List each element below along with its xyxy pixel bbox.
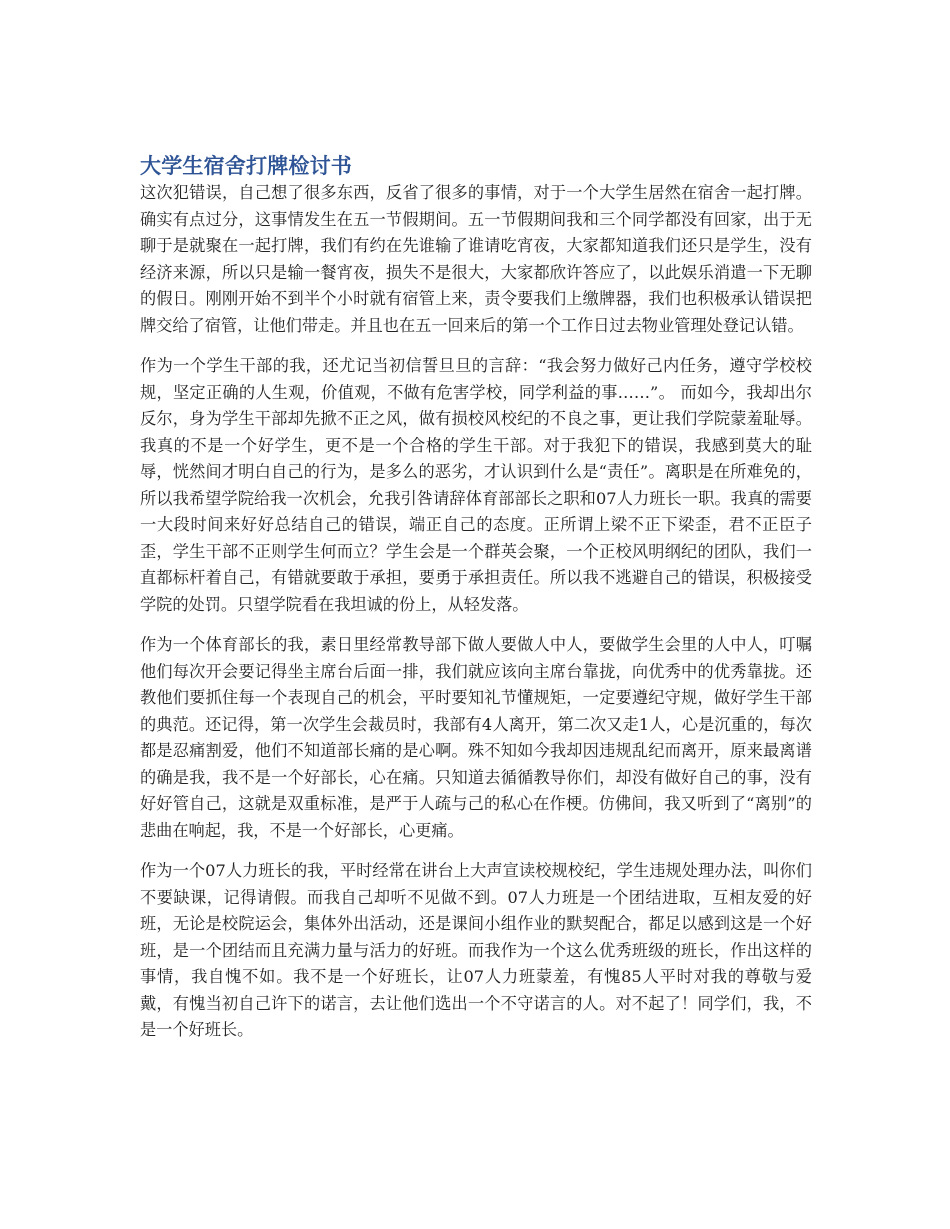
document-body (140, 152, 812, 1058)
paragraph-3: 作为一个体育部长的我，素日里经常教导部下做人要做人中人，要做学生会里的人中人，叮嘱他们每次开会要记得坐主席台后面一排，我们就应该向主席台靠拢，向优秀中的优秀靠拢。还教他们要抓住每一个表现自己的机会，平时要知礼节懂规矩，一定要遵纪守规，做好学生干部的典范。还记得，第一次学生会裁员时，我部有4人离开，第二次又走1人，心是沉重的，每次都是忍痛割爱，他们不知道部长痛的是心啊。殊不知如今我却因违规乱纪而离开，原来最离谱的确是我，我不是一个好部长，心在痛。只知道去循循教导你们，却没有做好自己的事，没有好好管自己，这就是双重标准，是严于人疏与己的私心在作梗。仿佛间，我又听到了“离别”的悲曲在响起，我，不是一个好部长，心更痛。 (140, 635, 812, 840)
paragraph-4: 作为一个07人力班长的我，平时经常在讲台上大声宣读校规校纪，学生违规处理办法，叫你们不要缺课，记得请假。而我自己却听不见做不到。07人力班是一个团结进取，互相友爱的好班，无论是校院运会，集体外出活动，还是课间小组作业的默契配合，都足以感到这是一个好班，是一个团结而且充满力量与活力的好班。而我作为一个这么优秀班级的班长，作出这样的事情，我自愧不如。我不是一个好班长，让07人力班蒙羞，有愧85人平时对我的尊敬与爱戴，有愧当初自己许下的诺言，去让他们选出一个不守诺言的人。对不起了！同学们，我，不是一个好班长。 (140, 861, 812, 1039)
paragraph-1: 这次犯错误，自己想了很多东西，反省了很多的事情，对于一个大学生居然在宿舍一起打牌。确实有点过分，这事情发生在五一节假期间。五一节假期间我和三个同学都没有回家，出于无聊于是就聚在一起打牌，我们有约在先谁输了谁请吃宵夜，大家都知道我们还只是学生，没有经济来源，所以只是输一餐宵夜，损失不是很大，大家都欣许答应了，以此娱乐消遣一下无聊的假日。刚刚开始不到半个小时就有宿管上来，责令要我们上缴牌器，我们也积极承认错误把牌交给了宿管，让他们带走。并且也在五一回来后的第一个工作日过去物业管理处登记认错。 (140, 183, 812, 335)
paragraph-2: 作为一个学生干部的我，还尤记当初信誓旦旦的言辞：“我会努力做好己内任务，遵守学校校规，坚定正确的人生观，价值观，不做有危害学校，同学利益的事……”。 而如今，我却出尔反尔，身为学生干部却先掀不正之风，做有损校风校纪的不良之事，更让我们学院蒙羞耻辱。我真的不是一个好学生，更不是一个合格的学生干部。对于我犯下的错误，我感到莫大的耻辱，恍然间才明白自己的行为，是多么的恶劣，才认识到什么是“责任”。离职是在所难免的，所以我希望学院给我一次机会，允我引咎请辞体育部部长之职和07人力班长一职。我真的需要一大段时间来好好总结自己的错误，端正自己的态度。正所谓上梁不正下梁歪，君不正臣子歪，学生干部不正则学生何而立？学生会是一个群英会聚，一个正校风明纲纪的团队，我们一直都标杆着自己，有错就要敢于承担，要勇于承担责任。所以我不逃避自己的错误，积极接受学院的处罚。只望学院看在我坦诚的份上，从轻发落。 (140, 356, 812, 614)
document-title: 大学生宿舍打牌检讨书 (140, 154, 352, 178)
